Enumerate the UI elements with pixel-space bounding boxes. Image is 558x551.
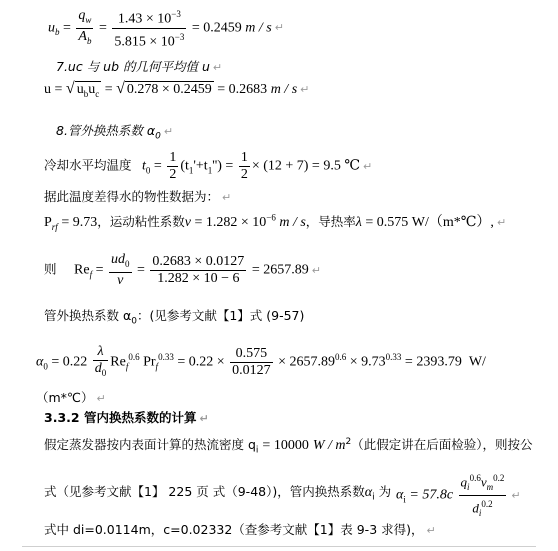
frac-numerator: q bbox=[460, 474, 468, 490]
paragraph-text: 式中 di=0.0114m，c=0.02332（查参考文献【1】表 9-3 求得)， bbox=[44, 522, 424, 537]
paragraph-mark: ↵ bbox=[199, 412, 209, 425]
eq-subscript: 1 bbox=[207, 165, 213, 176]
paragraph-text: 则 bbox=[44, 261, 57, 277]
eq-term: '') bbox=[212, 158, 222, 174]
eq-value: = 0.22 × bbox=[177, 354, 225, 370]
paragraph-mark: ↵ bbox=[300, 83, 310, 96]
eq-symbol: u bbox=[48, 20, 55, 36]
eq-subscript: f bbox=[125, 361, 129, 372]
eq-sup: 0.6 bbox=[128, 351, 140, 362]
eq-subscript: f bbox=[89, 269, 93, 280]
eq-sup: 0.33 bbox=[385, 351, 402, 362]
line-label: 冷却水平均温度 bbox=[44, 157, 132, 173]
paragraph-mark: ↵ bbox=[212, 61, 223, 74]
frac-numerator: 0.2683 × 0.0127 bbox=[152, 253, 245, 269]
eq-symbol: Re bbox=[110, 354, 126, 370]
frac-den-sup: 0.2 bbox=[481, 498, 493, 509]
paragraph-text: 管外换热系数 α bbox=[44, 308, 132, 323]
frac-denominator: ν bbox=[117, 272, 124, 288]
eq-unit: m / s bbox=[270, 82, 298, 97]
eq-unit: W/ bbox=[468, 354, 486, 370]
eq-value: = 10000 bbox=[262, 438, 309, 453]
sqrt-sign: √ bbox=[116, 80, 125, 97]
eq-symbol: α bbox=[364, 485, 373, 500]
eq-subscript: 0 bbox=[131, 316, 137, 327]
fraction-ud-nu bbox=[109, 252, 132, 289]
paragraph-mark: ↵ bbox=[311, 263, 321, 277]
frac-num-sup: 0.2 bbox=[493, 473, 505, 483]
eq-symbol: t bbox=[142, 158, 146, 174]
frac-numerator: ν bbox=[480, 474, 487, 490]
text-properties-intro bbox=[44, 187, 231, 205]
frac-den-sub: i bbox=[478, 507, 482, 518]
text-heat-flux bbox=[44, 435, 532, 456]
eq-equals: = bbox=[137, 262, 145, 278]
eq-result: = 2657.89 bbox=[251, 262, 309, 278]
eq-term: '+t bbox=[193, 158, 208, 174]
equation-properties bbox=[44, 211, 506, 232]
paragraph-text: 假定蒸发器按内表面计算的热流密度 q bbox=[44, 437, 256, 452]
paragraph-mark: ↵ bbox=[496, 216, 507, 229]
fraction-re-values bbox=[150, 254, 246, 287]
text-unit-continued bbox=[36, 388, 106, 406]
eq-equals: = bbox=[63, 20, 71, 36]
eq-subscript: i bbox=[403, 494, 406, 505]
sqrt-body bbox=[75, 81, 102, 99]
frac-num-sup: −3 bbox=[171, 9, 181, 19]
frac-numerator: 1 bbox=[169, 150, 177, 165]
frac-denominator: 5.815 × 10 bbox=[114, 34, 175, 50]
frac-den-sub: b bbox=[86, 35, 92, 46]
frac-denominator: d bbox=[472, 500, 479, 516]
eq-value: = 57.8c bbox=[409, 487, 454, 503]
paragraph-text: 式（见参考文献【1】 225 页 式（9-48）)，管内换热系数 bbox=[44, 484, 365, 499]
text-where-di bbox=[44, 520, 436, 538]
eq-value: = 9.73 bbox=[61, 215, 98, 230]
eq-equals: = bbox=[153, 158, 162, 174]
eq-sup: 0.33 bbox=[158, 351, 174, 362]
fraction-half bbox=[239, 150, 250, 183]
subtitle-outer-coef bbox=[56, 121, 173, 142]
eq-value: × 9.73 bbox=[349, 354, 386, 370]
equation-u bbox=[44, 80, 309, 99]
subtitle-text: 7.uc 与 ub 的几何平均值 u bbox=[56, 59, 210, 74]
frac-num-sub: w bbox=[85, 14, 92, 25]
eq-unit: m / s bbox=[279, 215, 306, 230]
section-heading bbox=[44, 408, 209, 426]
text-outer-coef-ref bbox=[44, 306, 304, 327]
eq-symbol: P bbox=[44, 215, 52, 230]
eq-result: = 0.2683 bbox=[217, 82, 268, 97]
paragraph-text: （m*℃） bbox=[36, 390, 94, 405]
frac-num-sub: m bbox=[486, 481, 494, 492]
eq-result: = 0.2459 bbox=[191, 20, 242, 36]
equation-t0 bbox=[44, 150, 372, 183]
eq-result: = 2393.79 bbox=[404, 354, 462, 370]
paragraph-text: 为 bbox=[378, 484, 392, 499]
sqrt-sign: √ bbox=[65, 80, 75, 97]
sqrt-body: 0.278 × 0.2459 bbox=[126, 82, 212, 97]
eq-equals: = bbox=[104, 82, 113, 97]
frac-num-sup: 0.6 bbox=[469, 473, 481, 483]
eq-subscript: i bbox=[255, 445, 259, 456]
paragraph-mark: ↵ bbox=[511, 488, 521, 502]
eq-value: = 0.22 bbox=[51, 354, 88, 370]
text-inner-coef bbox=[44, 482, 391, 503]
paragraph-text: 据此温度差得水的物性数据为： bbox=[44, 189, 220, 204]
frac-denominator: 0.0127 bbox=[232, 362, 271, 378]
eq-unit: m / s bbox=[245, 20, 272, 36]
equation-alpha0 bbox=[36, 344, 486, 381]
eq-subscript: i bbox=[372, 492, 375, 503]
heading-text: 3.3.2 管内换热系数的计算 bbox=[44, 410, 197, 425]
paragraph-mark: ↵ bbox=[163, 125, 174, 138]
eq-term: (t bbox=[180, 158, 189, 174]
frac-numerator: ud bbox=[111, 252, 125, 267]
eq-symbol: α bbox=[396, 487, 404, 503]
paragraph-mark: ↵ bbox=[274, 21, 284, 35]
eq-subscript: b bbox=[55, 27, 60, 38]
frac-num-sub: i bbox=[467, 481, 470, 492]
subtitle-geometric-mean bbox=[56, 57, 222, 75]
eq-sup: 0.6 bbox=[335, 351, 347, 362]
fraction-alpha-values bbox=[230, 346, 273, 379]
eq-subscript: f bbox=[155, 361, 159, 372]
eq-subscript: 1 bbox=[188, 165, 194, 176]
subtitle-sub: 0 bbox=[155, 131, 161, 142]
page-bottom-rule bbox=[22, 546, 536, 547]
eq-sup: −6 bbox=[266, 212, 276, 223]
eq-sup: 2 bbox=[345, 436, 352, 447]
paragraph-text: ，运动粘性系数 bbox=[97, 214, 185, 229]
eq-equals: = bbox=[98, 20, 107, 36]
eq-symbol: Pr bbox=[143, 354, 156, 370]
eq-symbol: λ bbox=[355, 215, 362, 230]
eq-symbol: Re bbox=[74, 262, 90, 278]
eq-term: × (12 + 7) = 9.5 ℃ bbox=[251, 158, 360, 174]
eq-subscript: 0 bbox=[43, 361, 48, 372]
frac-numerator: 0.575 bbox=[230, 346, 273, 363]
eq-symbol: ν bbox=[184, 215, 191, 230]
fraction-half bbox=[167, 150, 178, 183]
fraction-qw-ab bbox=[76, 8, 93, 49]
eq-value: × 2657.89 bbox=[278, 354, 336, 370]
sqrt-term: u bbox=[76, 82, 84, 97]
equation-ub bbox=[48, 6, 284, 50]
frac-den-sub: 0 bbox=[101, 367, 107, 378]
paragraph-mark: ↵ bbox=[362, 159, 373, 173]
paragraph-text: ：(见参考文献【1】式 (9-57) bbox=[136, 308, 305, 323]
fraction-values bbox=[112, 6, 186, 50]
paragraph-text: （此假定讲在后面检验），则按公 bbox=[351, 437, 533, 452]
frac-denominator: 2 bbox=[169, 167, 177, 182]
eq-equals: = bbox=[225, 158, 234, 174]
eq-value: = 0.575 W/（m*℃）, bbox=[365, 215, 494, 230]
frac-numerator: q bbox=[78, 7, 86, 23]
frac-numerator: 1.43 × 10 bbox=[117, 11, 172, 27]
eq-subscript: 0 bbox=[145, 165, 151, 176]
subtitle-text: 8.管外换热系数 α bbox=[56, 123, 156, 138]
frac-denominator: A bbox=[78, 28, 87, 44]
sqrt-term: u bbox=[88, 82, 96, 97]
fraction-lambda-d bbox=[93, 344, 109, 381]
eq-symbol: α bbox=[36, 354, 44, 370]
equation-re bbox=[44, 252, 321, 289]
frac-den-sup: −3 bbox=[174, 31, 185, 42]
paragraph-text: ，导热率 bbox=[305, 214, 356, 229]
eq-unit: W / m bbox=[312, 438, 346, 453]
sqrt-sub: b bbox=[83, 88, 89, 99]
eq-lhs: u = bbox=[44, 82, 63, 97]
frac-denominator: d bbox=[94, 361, 102, 376]
equation-alpha-i bbox=[396, 470, 521, 521]
fraction-alpha-i bbox=[459, 470, 507, 521]
eq-value: = 1.282 × 10 bbox=[194, 215, 267, 230]
paragraph-mark: ↵ bbox=[426, 524, 436, 537]
paragraph-mark: ↵ bbox=[96, 392, 106, 405]
frac-denominator: 1.282 × 10 − 6 bbox=[157, 270, 240, 286]
sqrt-sub: c bbox=[95, 88, 100, 99]
eq-equals: = bbox=[95, 262, 104, 278]
eq-subscript: rf bbox=[51, 221, 58, 232]
frac-numerator: λ bbox=[93, 344, 109, 361]
frac-numerator: 1 bbox=[240, 150, 248, 165]
frac-num-sub: 0 bbox=[125, 258, 130, 269]
frac-denominator: 2 bbox=[240, 167, 248, 182]
paragraph-mark: ↵ bbox=[222, 191, 232, 204]
